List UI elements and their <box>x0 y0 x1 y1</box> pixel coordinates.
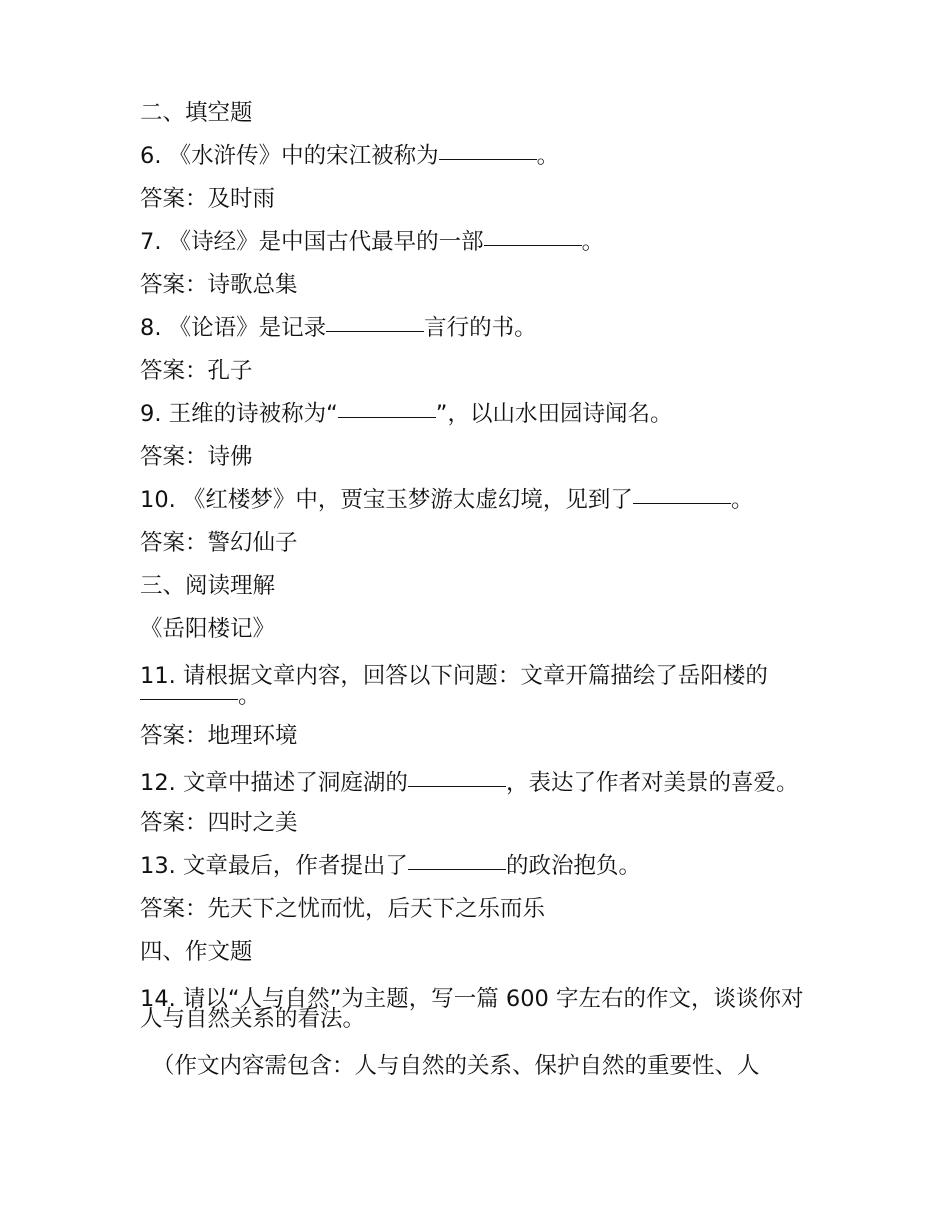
question-8-end: 言行的书。 <box>424 315 537 341</box>
question-12-end: ，表达了作者对美景的喜爱。 <box>505 770 799 796</box>
answer-12: 答案：四时之美 <box>140 810 298 836</box>
answer-8: 答案：孔子 <box>140 358 253 384</box>
question-6-end: 。 <box>536 143 560 169</box>
passage-title: 《岳阳楼记》 <box>140 616 276 642</box>
essay-note: （作文内容需包含：人与自然的关系、保护自然的重要性、人 <box>152 1053 760 1079</box>
question-8-text: 8. 《论语》是记录 <box>140 315 327 341</box>
section-heading-reading: 三、阅读理解 <box>140 573 276 599</box>
answer-blank <box>338 416 436 418</box>
answer-9: 答案：诗佛 <box>140 444 253 470</box>
question-13-text: 13. 文章最后，作者提出了 <box>140 853 408 879</box>
question-9-text: 9. 王维的诗被称为“ <box>140 401 338 427</box>
question-10-end: 。 <box>730 487 754 513</box>
question-6 <box>140 143 820 169</box>
answer-13: 答案：先天下之忧而忧，后天下之乐而乐 <box>140 896 546 922</box>
question-10-text: 10. 《红楼梦》中，贾宝玉梦游太虚幻境，见到了 <box>140 487 633 513</box>
answer-blank <box>408 785 506 787</box>
answer-blank <box>326 330 424 332</box>
answer-blank <box>439 158 537 160</box>
question-6-text: 6. 《水浒传》中的宋江被称为 <box>140 143 439 169</box>
question-12 <box>140 770 820 796</box>
question-8 <box>140 315 820 341</box>
answer-6: 答案：及时雨 <box>140 186 276 212</box>
answer-11: 答案：地理环境 <box>140 723 298 749</box>
question-9-end: ”，以山水田园诗闻名。 <box>435 401 673 427</box>
answer-blank <box>484 244 582 246</box>
answer-7: 答案：诗歌总集 <box>140 272 298 298</box>
question-11-end: 。 <box>238 683 261 709</box>
section-heading-essay: 四、作文题 <box>140 939 253 965</box>
question-7 <box>140 229 820 255</box>
answer-blank <box>408 868 506 870</box>
question-10 <box>140 487 820 513</box>
question-13-end: 的政治抱负。 <box>505 853 641 879</box>
question-13 <box>140 853 820 879</box>
answer-10: 答案：警幻仙子 <box>140 530 298 556</box>
question-12-text: 12. 文章中描述了洞庭湖的 <box>140 770 408 796</box>
section-heading-fill-in: 二、填空题 <box>140 100 253 126</box>
question-7-text: 7. 《诗经》是中国古代最早的一部 <box>140 229 484 255</box>
question-11-text: 11. 请根据文章内容，回答以下问题：文章开篇描绘了岳阳楼的 <box>140 663 768 689</box>
question-14: 14. 请以“人与自然”为主题，写一篇 600 字左右的作文，谈谈你对人与自然关系的看法。 <box>140 986 804 1032</box>
answer-blank <box>633 502 731 504</box>
question-11 <box>140 663 820 709</box>
question-9 <box>140 401 820 427</box>
answer-blank <box>140 698 238 700</box>
question-7-end: 。 <box>581 229 605 255</box>
document-page <box>140 100 820 1079</box>
